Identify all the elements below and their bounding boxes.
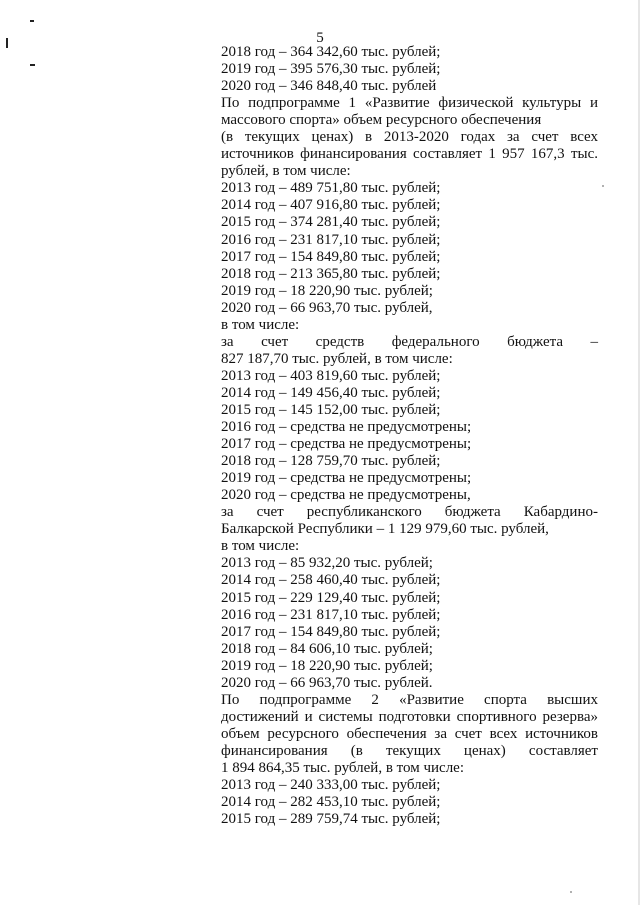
scan-artifact [30, 20, 34, 22]
text-line: 2020 год – 346 848,40 тыс. рублей [221, 78, 437, 95]
text-line: 2014 год – 282 453,10 тыс. рублей; [221, 794, 441, 811]
text-line: 2014 год – 407 916,80 тыс. рублей; [221, 197, 441, 214]
text-line: 2019 год – 395 576,30 тыс. рублей; [221, 61, 441, 78]
text-line: за счет средств федерального бюджета – [221, 333, 598, 350]
text-line: 2020 год – средства не предусмотрены, [221, 487, 471, 504]
text-line: 2013 год – 403 819,60 тыс. рублей; [221, 367, 441, 384]
text-line: 2014 год – 258 460,40 тыс. рублей; [221, 572, 441, 589]
text-line: По подпрограмме 1 «Развитие физической культуры и [221, 95, 598, 112]
text-line: 2016 год – средства не предусмотрены; [221, 419, 472, 436]
text-line: в том числе: [221, 538, 300, 555]
text-line: достижений и системы подготовки спортивного резерва» [221, 708, 598, 725]
text-line: 2018 год – 213 365,80 тыс. рублей; [221, 265, 441, 282]
text-line: По подпрограмме 2 «Развитие спорта высших [221, 691, 598, 708]
page-number: 5 [316, 30, 324, 46]
text-line: 2017 год – средства не предусмотрены; [221, 436, 472, 453]
text-line: 827 187,70 тыс. рублей, в том числе: [221, 350, 453, 367]
text-line: 2018 год – 128 759,70 тыс. рублей; [221, 453, 441, 470]
text-line: 2017 год – 154 849,80 тыс. рублей; [221, 248, 441, 265]
text-line: 2015 год – 374 281,40 тыс. рублей; [221, 214, 441, 231]
text-line: 2013 год – 240 333,00 тыс. рублей; [221, 777, 441, 794]
text-line: 2018 год – 84 606,10 тыс. рублей; [221, 640, 433, 657]
text-line: 2016 год – 231 817,10 тыс. рублей; [221, 606, 441, 623]
text-line: 2013 год – 85 932,20 тыс. рублей; [221, 555, 433, 572]
text-line: 2020 год – 66 963,70 тыс. рублей, [221, 299, 433, 316]
text-line: в том числе: [221, 316, 300, 333]
scan-speck [570, 891, 572, 893]
scan-speck [602, 185, 604, 187]
text-line: 2015 год – 145 152,00 тыс. рублей; [221, 401, 441, 418]
text-line: (в текущих ценах) в 2013-2020 годах за счет всех [221, 129, 598, 146]
text-line: источников финансирования составляет 1 957 167,3 тыс. [221, 146, 598, 163]
text-line: 2019 год – 18 220,90 тыс. рублей; [221, 657, 433, 674]
text-line: рублей, в том числе: [221, 163, 351, 180]
text-line: 2019 год – средства не предусмотрены; [221, 470, 472, 487]
text-line: 2014 год – 149 456,40 тыс. рублей; [221, 384, 441, 401]
text-line: за счет республиканского бюджета Кабардино- [221, 504, 598, 521]
text-line: массового спорта» объем ресурсного обеспечения [221, 112, 542, 129]
text-line: 2015 год – 229 129,40 тыс. рублей; [221, 589, 441, 606]
text-line: 2013 год – 489 751,80 тыс. рублей; [221, 180, 441, 197]
text-line: 1 894 864,35 тыс. рублей, в том числе: [221, 759, 465, 776]
text-line: Балкарской Республики – 1 129 979,60 тыс. рублей, [221, 521, 549, 538]
scan-artifact [30, 64, 35, 66]
text-line: 2020 год – 66 963,70 тыс. рублей. [221, 674, 433, 691]
document-body [221, 44, 598, 828]
text-line: 2015 год – 289 759,74 тыс. рублей; [221, 811, 441, 828]
text-line: 2017 год – 154 849,80 тыс. рублей; [221, 623, 441, 640]
text-line: 2019 год – 18 220,90 тыс. рублей; [221, 282, 433, 299]
text-line: объем ресурсного обеспечения за счет всех источников [221, 725, 598, 742]
text-line: 2018 год – 364 342,60 тыс. рублей; [221, 44, 441, 60]
text-line: финансирования (в текущих ценах) составляет [221, 742, 598, 759]
text-line: 2016 год – 231 817,10 тыс. рублей; [221, 231, 441, 248]
